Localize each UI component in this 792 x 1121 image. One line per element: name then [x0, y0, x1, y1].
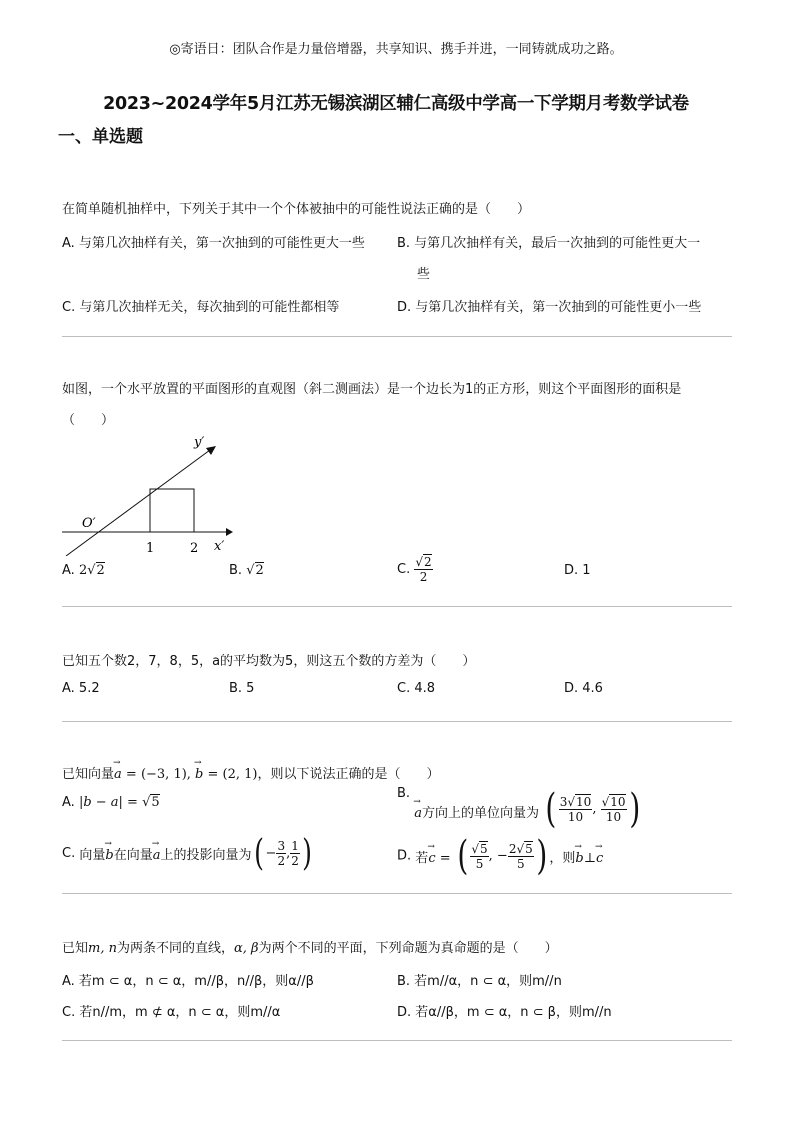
- question-2-option-a: [62, 563, 105, 578]
- question-4-option-b: B. → a方向上的单位向量为 ( $\frac{3√10}{10}$ , $\frac{√10}{10}$ ): [397, 786, 642, 832]
- tick-label-2: 2: [190, 541, 199, 556]
- question-5-option-c: C. 若n//m，m ⊄ α，n ⊂ α，则m//α: [62, 1005, 281, 1020]
- question-5-option-d: D. 若α//β，m ⊂ α，n ⊂ β，则m//n: [397, 1005, 612, 1020]
- tick-label-1: 1: [146, 541, 155, 556]
- divider: [62, 606, 732, 607]
- question-1-option-c: C. 与第几次抽样无关，每次抽到的可能性都相等: [62, 300, 340, 315]
- math-expression: √2: [246, 563, 264, 578]
- question-2-option-b: [229, 563, 264, 578]
- divider: [62, 1040, 732, 1041]
- question-4-option-c: C. 向量→ b在向量→ a上的投影向量为( − $\frac{3}{2}$ , $\frac{1}{2}$ ): [62, 833, 314, 874]
- option-label: C.: [397, 562, 411, 577]
- question-1-option-a: A. 与第几次抽样有关，第一次抽到的可能性更大一些: [62, 236, 365, 251]
- unit-square: [150, 489, 194, 532]
- exam-title: 2023~2024学年5月江苏无锡滨湖区辅仁高级中学高一下学期月考数学试卷: [103, 94, 689, 114]
- question-3-option-c: C. 4.8: [397, 681, 436, 696]
- x-axis-arrow: [226, 528, 233, 536]
- question-2-stem: 如图，一个水平放置的平面图形的直观图（斜二测画法）是一个边长为1的正方形，则这个平面图形的面积是: [62, 382, 682, 397]
- question-2-stem-paren: （ ）: [62, 413, 115, 428]
- question-5-option-b: B. 若m//α，n ⊂ α，则m//n: [397, 974, 562, 989]
- origin-label: O′: [82, 516, 96, 531]
- question-1-option-b: B. 与第几次抽样有关，最后一次抽到的可能性更大一: [397, 236, 701, 251]
- question-5-option-a: A. 若m ⊂ α，n ⊂ α，m//β，n//β，则α//β: [62, 974, 314, 989]
- y-axis: [66, 450, 210, 556]
- question-4-option-d: D. 若→ c = ( $\frac{√5}{5}$ , − $\frac{2√5}{5}$ ) ，则→ b⊥→ c: [397, 833, 603, 879]
- question-4-option-a: A. |b − a| = √5: [62, 795, 160, 810]
- oblique-projection-figure: [58, 428, 238, 556]
- y-axis-label: y′: [194, 435, 205, 450]
- question-2-option-c: [397, 555, 433, 584]
- divider: [62, 336, 732, 337]
- question-4-stem: 已知向量→ a = (−3, 1), → b = (2, 1)，则以下说法正确的是（ ）: [62, 763, 440, 782]
- question-3-stem: 已知五个数2，7，8，5，a的平均数为5，则这五个数的方差为（ ）: [62, 654, 476, 669]
- divider: [62, 893, 732, 894]
- x-axis-label: x′: [214, 539, 225, 554]
- question-2-option-d: D. 1: [564, 563, 591, 578]
- section-heading: 一、单选题: [58, 127, 143, 147]
- option-label: A.: [62, 563, 75, 578]
- fraction: $\frac{√2}{2}$: [415, 555, 432, 584]
- question-1-option-d: D. 与第几次抽样有关，第一次抽到的可能性更小一些: [397, 300, 702, 315]
- math-expression: 2√2: [78, 563, 105, 578]
- question-5-stem: 已知m, n为两条不同的直线，α, β为两个不同的平面，下列命题为真命题的是（ ）: [62, 941, 558, 956]
- option-label: B.: [229, 563, 243, 578]
- y-axis-arrow: [206, 446, 216, 455]
- question-3-option-a: A. 5.2: [62, 681, 100, 696]
- question-1-stem: 在简单随机抽样中，下列关于其中一个个体被抽中的可能性说法正确的是（ ）: [62, 202, 531, 217]
- question-3-option-d: D. 4.6: [564, 681, 603, 696]
- question-1: [62, 200, 732, 220]
- question-3-option-b: B. 5: [229, 681, 255, 696]
- divider: [62, 721, 732, 722]
- motto: ◎寄语日：团队合作是力量倍增器，共享知识、携手并进，一同铸就成功之路。: [169, 42, 623, 57]
- question-1-option-b-continued: 些: [417, 267, 431, 282]
